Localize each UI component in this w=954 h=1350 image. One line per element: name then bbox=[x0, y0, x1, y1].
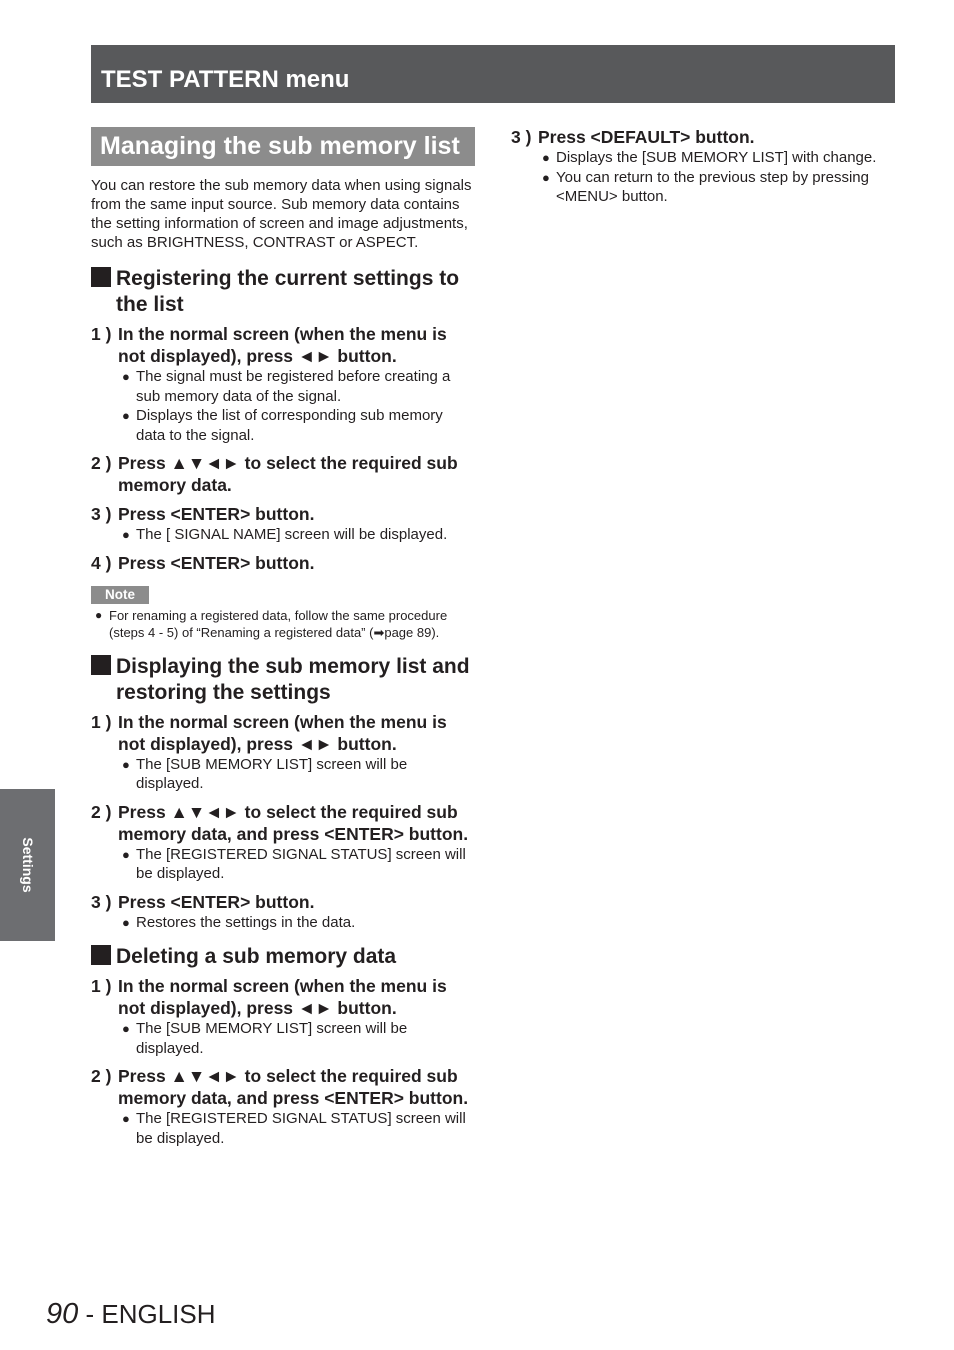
bullet-icon: ● bbox=[95, 607, 103, 622]
step-text: In the normal screen (when the menu is not displayed), press ◄► button. bbox=[118, 711, 447, 754]
heading-square-icon bbox=[91, 267, 111, 287]
step-text: Press <ENTER> button. bbox=[118, 891, 315, 912]
bullet-icon: ● bbox=[122, 756, 130, 772]
heading-square-icon bbox=[91, 945, 111, 965]
list-item: ● The [SUB MEMORY LIST] screen will be displayed. bbox=[122, 755, 408, 792]
step-bullets bbox=[118, 367, 475, 445]
page-number: 90 bbox=[46, 1298, 79, 1330]
step-bullets bbox=[118, 845, 475, 884]
step-number: 1 ) bbox=[91, 976, 112, 996]
step-bullets bbox=[118, 525, 475, 545]
step-bullets bbox=[118, 1019, 475, 1058]
bullet-icon: ● bbox=[542, 169, 550, 185]
step-number: 2 ) bbox=[91, 1066, 112, 1086]
register-step-1 bbox=[91, 323, 475, 445]
note-badge: Note bbox=[91, 586, 149, 604]
step-number: 3 ) bbox=[511, 127, 532, 147]
step-bullets bbox=[118, 913, 475, 933]
list-item: ● You can return to the previous step by pressing <MENU> button. bbox=[542, 168, 869, 205]
footer-language: ENGLISH bbox=[101, 1299, 216, 1329]
side-tab-settings bbox=[0, 789, 55, 941]
step-bullets bbox=[538, 148, 895, 207]
display-heading bbox=[91, 654, 475, 706]
header-bar bbox=[91, 45, 895, 103]
list-item: ● The [SUB MEMORY LIST] screen will be displayed. bbox=[122, 1020, 408, 1057]
step-number: 3 ) bbox=[91, 891, 112, 912]
step-number: 3 ) bbox=[91, 504, 112, 524]
step-text: In the normal screen (when the menu is not displayed), press ◄► button. bbox=[118, 324, 447, 366]
display-step-1 bbox=[91, 711, 475, 794]
list-item: ● Restores the settings in the data. bbox=[122, 913, 356, 931]
step-number: 1 ) bbox=[91, 711, 112, 732]
step-text: Press <DEFAULT> button. bbox=[538, 127, 755, 147]
step-text: In the normal screen (when the menu is not displayed), press ◄► button. bbox=[118, 976, 447, 1018]
display-step-2 bbox=[91, 801, 475, 884]
list-item: ● The signal must be registered before creating a sub memory data of the signal. bbox=[122, 368, 451, 405]
display-step-3 bbox=[91, 891, 475, 933]
step-number: 1 ) bbox=[91, 324, 112, 344]
list-item: ● The [ SIGNAL NAME] screen will be displayed. bbox=[122, 526, 448, 543]
step-number: 4 ) bbox=[91, 552, 112, 573]
side-tab-label: Settings bbox=[19, 837, 36, 893]
register-heading-text: Registering the current settings to the list bbox=[116, 267, 460, 316]
list-item: ● Displays the [SUB MEMORY LIST] with change. bbox=[542, 149, 877, 166]
delete-step-1 bbox=[91, 975, 475, 1058]
note-list bbox=[91, 607, 475, 642]
left-column bbox=[91, 127, 475, 1148]
register-step-2 bbox=[91, 452, 475, 496]
step-bullets bbox=[118, 1109, 475, 1148]
delete-heading-text: Deleting a sub memory data bbox=[116, 945, 397, 968]
step-bullets bbox=[118, 755, 475, 794]
section-intro: You can restore the sub memory data when using signals from the same input source. Sub memory data contains the setting information of screen and image adjustments, such as BRIGHTNESS, CONTRAST or ASPECT. bbox=[91, 177, 472, 251]
display-heading-text: Displaying the sub memory list and restoring the settings bbox=[116, 654, 470, 704]
section-title: Managing the sub memory list bbox=[91, 127, 475, 166]
bullet-icon: ● bbox=[122, 914, 130, 930]
step-text: Press ▲▼◄► to select the required sub memory data. bbox=[118, 453, 458, 495]
delete-step-3 bbox=[511, 126, 895, 207]
list-item: ● Displays the list of corresponding sub memory data to the signal. bbox=[122, 407, 443, 444]
list-item: ● For renaming a registered data, follow the same procedure (steps 4 - 5) of “Renaming a registered data” (➡page 89). bbox=[95, 607, 448, 640]
bullet-icon: ● bbox=[122, 846, 130, 862]
register-heading bbox=[91, 266, 475, 318]
bullet-icon: ● bbox=[122, 1021, 130, 1036]
page-header-title: TEST PATTERN menu bbox=[101, 66, 350, 93]
delete-heading bbox=[91, 944, 475, 970]
delete-step-2 bbox=[91, 1065, 475, 1148]
note-block bbox=[91, 586, 475, 642]
bullet-icon: ● bbox=[122, 527, 130, 542]
step-text: Press <ENTER> button. bbox=[118, 504, 315, 524]
bullet-icon: ● bbox=[542, 150, 550, 165]
page-footer bbox=[46, 1296, 216, 1332]
step-number: 2 ) bbox=[91, 801, 112, 822]
step-text: Press ▲▼◄► to select the required sub memory data, and press <ENTER> button. bbox=[118, 1066, 469, 1108]
bullet-icon: ● bbox=[122, 408, 130, 423]
step-text: Press ▲▼◄► to select the required sub memory data, and press <ENTER> button. bbox=[118, 801, 469, 844]
bullet-icon: ● bbox=[122, 1111, 130, 1126]
list-item: ● The [REGISTERED SIGNAL STATUS] screen will be displayed. bbox=[122, 1110, 466, 1147]
step-text: Press <ENTER> button. bbox=[118, 552, 315, 573]
list-item: ● The [REGISTERED SIGNAL STATUS] screen will be displayed. bbox=[122, 845, 466, 882]
heading-square-icon bbox=[91, 655, 111, 675]
right-column bbox=[511, 126, 895, 207]
footer-separator: - bbox=[78, 1299, 102, 1329]
step-number: 2 ) bbox=[91, 453, 112, 473]
register-step-4 bbox=[91, 552, 475, 574]
bullet-icon: ● bbox=[122, 369, 130, 384]
register-step-3 bbox=[91, 503, 475, 545]
